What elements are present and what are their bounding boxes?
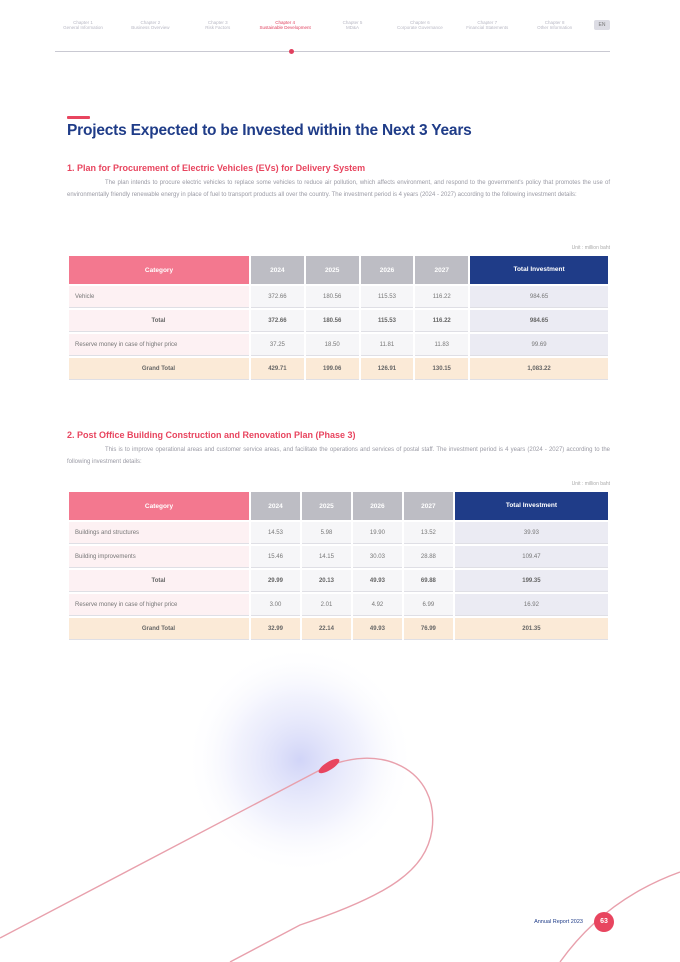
row-label: Building improvements xyxy=(69,546,249,568)
cell-value: 49.93 xyxy=(353,618,402,640)
nav-item-number: Chapter 3 xyxy=(207,20,228,25)
nav-item-number: Chapter 6 xyxy=(409,20,430,25)
nav-item-chapter-8[interactable] xyxy=(527,20,583,30)
cell-total: 201.35 xyxy=(455,618,608,640)
row-label: Buildings and structures xyxy=(69,522,249,544)
cell-value: 4.92 xyxy=(353,594,402,616)
table-row xyxy=(69,546,608,568)
cell-total: 199.35 xyxy=(455,570,608,592)
section-1-paragraph: The plan intends to procure electric vehicles to replace some vehicles to reduce air pollution, which affects environment, and respond to the government's policy that promotes the use of environmentally friendly renewable energy in place of fuel to transport products all over the country. The investment period is 4 years (2024 - 2027) according to the following investment details: xyxy=(67,180,610,198)
nav-item-label: MD&A xyxy=(345,25,359,30)
nav-item-number: Chapter 7 xyxy=(477,20,498,25)
ev-investment-table xyxy=(67,254,610,382)
nav-item-chapter-6[interactable] xyxy=(392,20,448,30)
cell-total: 984.65 xyxy=(470,286,608,308)
nav-item-chapter-7[interactable] xyxy=(459,20,515,30)
cell-value: 69.88 xyxy=(404,570,453,592)
cell-value: 180.56 xyxy=(306,286,359,308)
header-year: 2027 xyxy=(415,256,468,284)
row-label: Grand Total xyxy=(69,358,249,380)
cell-total: 1,083.22 xyxy=(470,358,608,380)
cell-value: 429.71 xyxy=(251,358,304,380)
cell-value: 372.66 xyxy=(251,286,304,308)
row-label: Grand Total xyxy=(69,618,249,640)
nav-item-number: Chapter 8 xyxy=(544,20,565,25)
cell-value: 18.50 xyxy=(306,334,359,356)
cell-value: 6.99 xyxy=(404,594,453,616)
cell-value: 15.46 xyxy=(251,546,300,568)
header-year: 2025 xyxy=(306,256,359,284)
table-row-total xyxy=(69,310,608,332)
section-2-title: 2. Post Office Building Construction and Renovation Plan (Phase 3) xyxy=(67,430,356,440)
table-row xyxy=(69,522,608,544)
title-accent-bar xyxy=(67,116,90,119)
page-number: 63 xyxy=(594,912,614,932)
nav-item-label: Other Information xyxy=(537,25,573,30)
cell-total: 99.69 xyxy=(470,334,608,356)
cell-value: 30.03 xyxy=(353,546,402,568)
cell-value: 28.88 xyxy=(404,546,453,568)
cell-value: 14.53 xyxy=(251,522,300,544)
nav-item-label: Risk Factors xyxy=(205,25,231,30)
nav-item-number: Chapter 1 xyxy=(73,20,93,25)
cell-value: 116.22 xyxy=(415,310,468,332)
cell-value: 76.99 xyxy=(404,618,453,640)
nav-item-chapter-2[interactable] xyxy=(122,20,178,30)
chapter-navigation xyxy=(55,20,610,52)
nav-item-label: Corporate Governance xyxy=(396,25,443,30)
nav-item-number: Chapter 4 xyxy=(275,20,295,25)
cell-value: 5.98 xyxy=(302,522,351,544)
section-1-title: 1. Plan for Procurement of Electric Vehicles (EVs) for Delivery System xyxy=(67,163,366,173)
header-year: 2024 xyxy=(251,492,300,520)
nav-item-chapter-1[interactable] xyxy=(55,20,111,30)
cell-value: 116.22 xyxy=(415,286,468,308)
cell-value: 3.00 xyxy=(251,594,300,616)
cell-value: 180.56 xyxy=(306,310,359,332)
cell-total: 984.65 xyxy=(470,310,608,332)
row-label: Reserve money in case of higher price xyxy=(69,334,249,356)
row-label: Total xyxy=(69,570,249,592)
row-label: Reserve money in case of higher price xyxy=(69,594,249,616)
cell-value: 130.15 xyxy=(415,358,468,380)
header-total-investment: Total Investment xyxy=(470,256,608,284)
annual-report-label: Annual Report 2023 xyxy=(534,919,583,925)
cell-value: 11.81 xyxy=(361,334,414,356)
row-label: Vehicle xyxy=(69,286,249,308)
header-year: 2027 xyxy=(404,492,453,520)
nav-item-number: Chapter 2 xyxy=(140,20,161,25)
header-year: 2026 xyxy=(361,256,414,284)
cell-value: 14.15 xyxy=(302,546,351,568)
table-row xyxy=(69,594,608,616)
nav-item-number: Chapter 5 xyxy=(342,20,363,25)
nav-divider xyxy=(55,51,610,52)
cell-value: 13.52 xyxy=(404,522,453,544)
cell-value: 29.99 xyxy=(251,570,300,592)
nav-item-chapter-3[interactable] xyxy=(190,20,246,30)
nav-item-chapter-4[interactable] xyxy=(257,20,313,30)
cell-value: 20.13 xyxy=(302,570,351,592)
row-label: Total xyxy=(69,310,249,332)
cell-total: 39.93 xyxy=(455,522,608,544)
cell-value: 372.66 xyxy=(251,310,304,332)
cell-value: 199.06 xyxy=(306,358,359,380)
active-chapter-marker xyxy=(289,49,294,54)
cell-value: 115.53 xyxy=(361,310,414,332)
cell-total: 109.47 xyxy=(455,546,608,568)
header-year: 2024 xyxy=(251,256,304,284)
header-category: Category xyxy=(69,492,249,520)
cell-value: 49.93 xyxy=(353,570,402,592)
page-title: Projects Expected to be Invested within the Next 3 Years xyxy=(67,122,472,139)
table-header-row xyxy=(69,256,608,284)
header-category: Category xyxy=(69,256,249,284)
table-row-grand-total xyxy=(69,618,608,640)
cell-value: 2.01 xyxy=(302,594,351,616)
section-2-paragraph: This is to improve operational areas and customer service areas, and facilitate the operations and services of postal staff. The investment period is 4 years (2024 - 2027) according to the following investment details: xyxy=(67,447,610,465)
table-row xyxy=(69,334,608,356)
language-badge[interactable]: EN xyxy=(594,20,610,30)
header-total-investment: Total Investment xyxy=(455,492,608,520)
section-1-unit: Unit : million baht xyxy=(571,245,610,251)
nav-item-label: General Information xyxy=(63,25,103,30)
cell-total: 16.92 xyxy=(455,594,608,616)
cell-value: 126.91 xyxy=(361,358,414,380)
table-row-total xyxy=(69,570,608,592)
cell-value: 11.83 xyxy=(415,334,468,356)
header-year: 2026 xyxy=(353,492,402,520)
table-row xyxy=(69,286,608,308)
table-header-row xyxy=(69,492,608,520)
nav-item-label: Business Overview xyxy=(131,25,170,30)
header-year: 2025 xyxy=(302,492,351,520)
cell-value: 19.90 xyxy=(353,522,402,544)
cell-value: 22.14 xyxy=(302,618,351,640)
cell-value: 32.99 xyxy=(251,618,300,640)
nav-item-label: Sustainable Development xyxy=(259,25,311,30)
nav-item-label: Financial Statements xyxy=(466,25,509,30)
post-office-investment-table xyxy=(67,490,610,642)
cell-value: 37.25 xyxy=(251,334,304,356)
table-row-grand-total xyxy=(69,358,608,380)
section-2-unit: Unit : million baht xyxy=(571,481,610,487)
nav-item-chapter-5[interactable] xyxy=(325,20,381,30)
cell-value: 115.53 xyxy=(361,286,414,308)
